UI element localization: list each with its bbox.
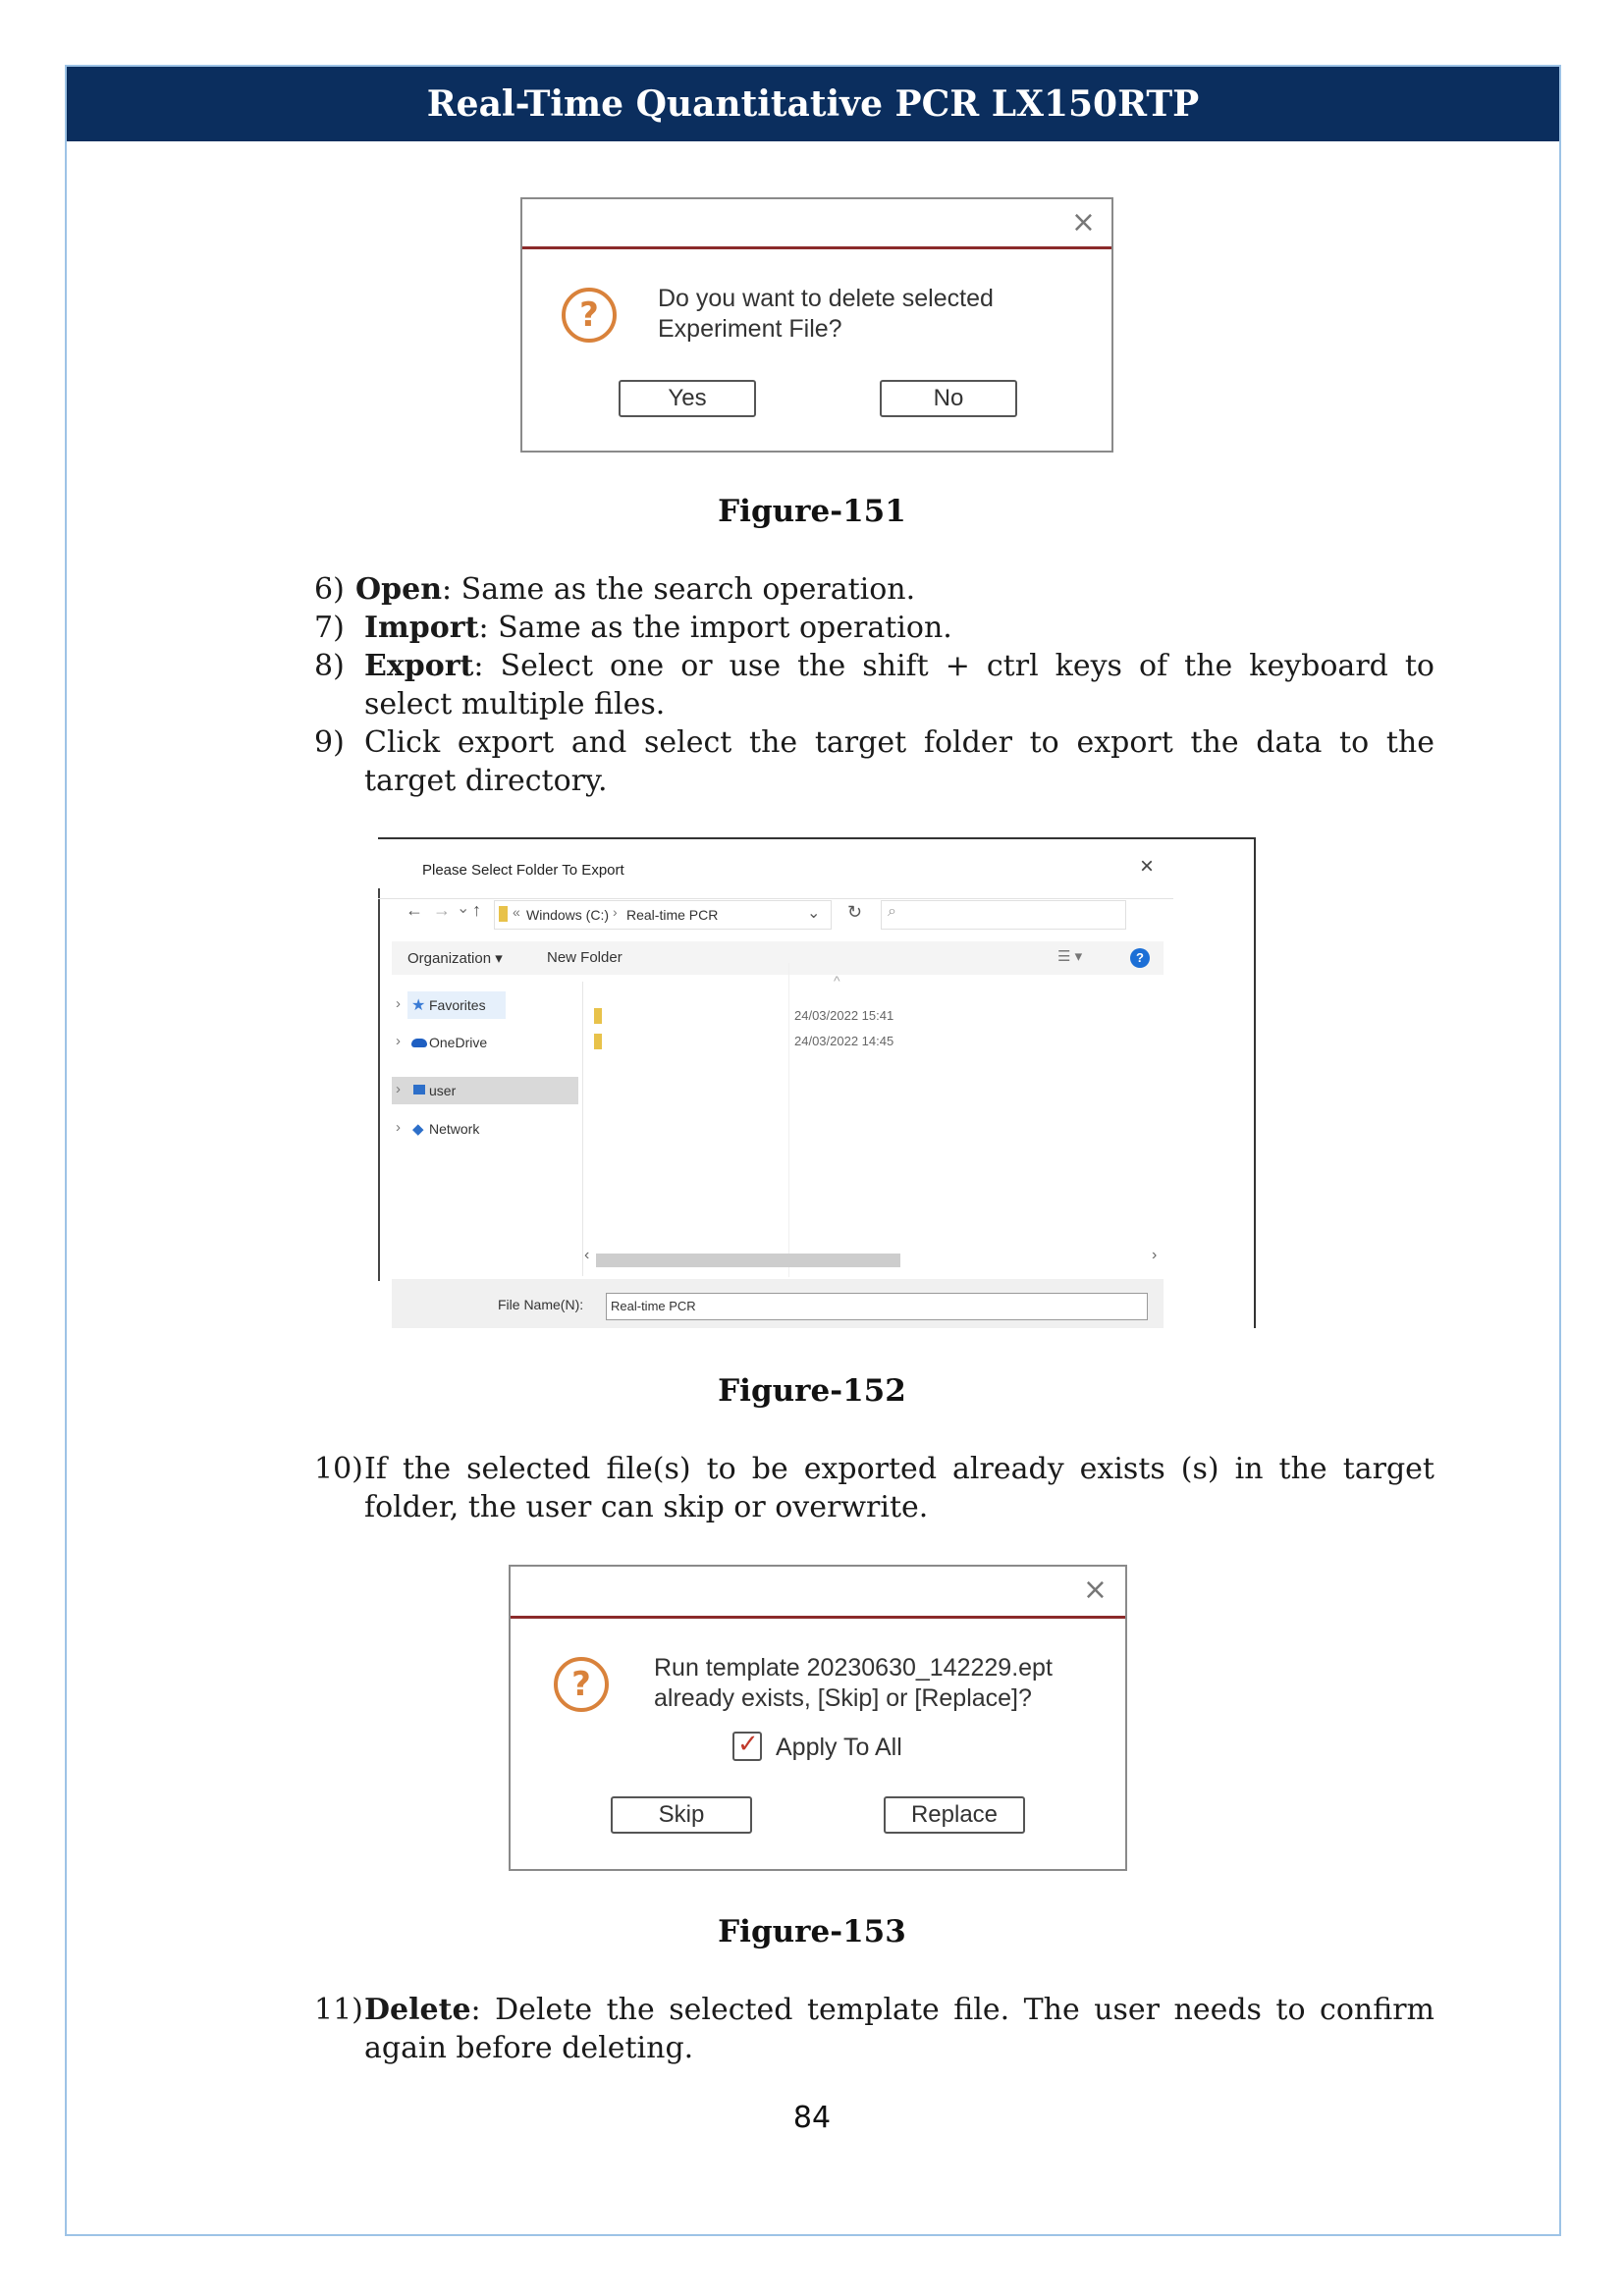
forward-button[interactable]: → bbox=[433, 900, 451, 920]
dialog-message bbox=[658, 284, 994, 345]
tree-item-onedrive[interactable] bbox=[392, 1029, 578, 1056]
item-text: : Same as the import operation. bbox=[478, 611, 952, 645]
scroll-left-button[interactable]: ‹ bbox=[584, 1247, 590, 1263]
no-button[interactable]: No bbox=[880, 380, 1017, 417]
skip-button[interactable]: Skip bbox=[611, 1796, 752, 1834]
search-input[interactable] bbox=[881, 900, 1126, 930]
filename-label: File Name(N): bbox=[498, 1297, 584, 1312]
item-number: 11) bbox=[314, 1993, 363, 2027]
close-icon[interactable]: × bbox=[1140, 853, 1155, 880]
item-number: 10) bbox=[314, 1452, 363, 1486]
tree-item-favorites[interactable] bbox=[392, 991, 578, 1019]
item-text: If the selected file(s) to be exported already exists (s) in the target folder, the user can skip or overwrite. bbox=[364, 1452, 1435, 1524]
window-edge bbox=[378, 888, 380, 1281]
view-options-icon[interactable]: ☰ ▾ bbox=[1057, 948, 1083, 965]
replace-button[interactable]: Replace bbox=[884, 1796, 1025, 1834]
cloud-icon bbox=[411, 1039, 427, 1047]
apply-to-all-checkbox[interactable] bbox=[732, 1732, 762, 1761]
close-icon[interactable]: × bbox=[1070, 205, 1096, 240]
page-header bbox=[67, 67, 1559, 141]
file-date: 24/03/2022 14:45 bbox=[794, 1034, 894, 1048]
recent-locations-button[interactable]: ⌄ bbox=[457, 900, 470, 917]
figure-151-caption: Figure-151 bbox=[718, 494, 906, 529]
message-line-2: Experiment File? bbox=[658, 315, 842, 343]
tree-item-label: OneDrive bbox=[429, 1035, 488, 1050]
message-line-1: Run template 20230630_142229.ept bbox=[654, 1654, 1053, 1682]
dialog-title: Please Select Folder To Export bbox=[422, 862, 624, 879]
path-overflow: « bbox=[513, 904, 520, 920]
up-button[interactable]: ↑ bbox=[472, 900, 481, 920]
refresh-icon[interactable]: ↻ bbox=[847, 902, 863, 922]
file-date: 24/03/2022 15:41 bbox=[794, 1008, 894, 1023]
list-item bbox=[314, 1450, 1443, 1528]
command-bar bbox=[392, 941, 1164, 975]
scroll-right-button[interactable]: › bbox=[1152, 1247, 1158, 1263]
new-folder-button[interactable]: New Folder bbox=[547, 949, 623, 966]
checkmark-icon: ✓ bbox=[737, 1730, 759, 1759]
tree-item-user[interactable] bbox=[392, 1077, 578, 1104]
item-text: : Select one or use the shift + ctrl keys of the keyboard to select multiple files. bbox=[364, 649, 1435, 721]
item-keyword: Export bbox=[364, 649, 474, 683]
overwrite-dialog bbox=[509, 1565, 1127, 1871]
tree-item-label: Network bbox=[429, 1121, 480, 1137]
item-number: 9) bbox=[314, 725, 345, 760]
figure-153-caption: Figure-153 bbox=[718, 1914, 906, 1949]
address-bar[interactable] bbox=[494, 900, 832, 930]
chevron-right-icon[interactable]: › bbox=[396, 1119, 401, 1136]
question-icon: ? bbox=[554, 1657, 609, 1712]
search-icon: ⌕ bbox=[888, 903, 896, 920]
page-number: 84 bbox=[792, 2101, 832, 2135]
yes-button[interactable]: Yes bbox=[619, 380, 756, 417]
tree-item-label: Favorites bbox=[429, 997, 486, 1013]
folder-icon bbox=[594, 1034, 602, 1049]
sort-caret-icon[interactable]: ^ bbox=[834, 973, 840, 988]
user-folder-icon bbox=[413, 1085, 425, 1095]
item-keyword: Open bbox=[355, 572, 443, 607]
list-item bbox=[314, 1991, 1443, 2069]
item-text: : Delete the selected template file. The user needs to confirm again before deleting. bbox=[364, 1993, 1435, 2065]
chevron-right-icon[interactable]: › bbox=[396, 1033, 401, 1049]
item-text: Click export and select the target folder to export the data to the target directory. bbox=[364, 725, 1435, 798]
chevron-right-icon[interactable]: › bbox=[396, 1081, 401, 1097]
message-line-1: Do you want to delete selected bbox=[658, 285, 994, 312]
close-icon[interactable]: × bbox=[1082, 1573, 1108, 1607]
question-icon: ? bbox=[562, 288, 617, 343]
dialog-accent-line bbox=[511, 1616, 1125, 1619]
back-button[interactable]: ← bbox=[406, 900, 423, 920]
item-text: : Same as the search operation. bbox=[442, 572, 916, 607]
message-line-2: already exists, [Skip] or [Replace]? bbox=[654, 1684, 1032, 1712]
organization-menu[interactable]: Organization ▾ bbox=[407, 950, 503, 967]
item-keyword: Import bbox=[364, 611, 479, 645]
item-number: 6) bbox=[314, 572, 345, 607]
path-drive[interactable]: Windows (C:) bbox=[526, 907, 610, 923]
list-item bbox=[314, 570, 916, 609]
item-number: 8) bbox=[314, 649, 345, 683]
filename-value[interactable]: Real-time PCR bbox=[611, 1299, 696, 1313]
file-row[interactable] bbox=[584, 1032, 1164, 1061]
instruction-list bbox=[314, 570, 1443, 806]
dialog-accent-line bbox=[522, 246, 1111, 249]
pane-divider[interactable] bbox=[582, 982, 583, 1276]
help-icon[interactable]: ? bbox=[1130, 948, 1150, 968]
chevron-right-icon[interactable]: › bbox=[396, 995, 401, 1012]
folder-icon bbox=[594, 1008, 602, 1024]
dialog-message bbox=[654, 1653, 1053, 1714]
horizontal-scrollbar-thumb[interactable] bbox=[596, 1254, 900, 1267]
folder-icon bbox=[499, 906, 508, 922]
item-number: 7) bbox=[314, 611, 345, 645]
item-keyword: Delete bbox=[364, 1993, 471, 2027]
star-icon: ★ bbox=[411, 997, 426, 1014]
path-separator: › bbox=[613, 904, 618, 920]
chevron-down-icon[interactable]: ⌄ bbox=[807, 905, 821, 922]
folder-select-dialog bbox=[378, 837, 1256, 1328]
figure-152-caption: Figure-152 bbox=[718, 1373, 906, 1409]
tree-item-label: user bbox=[429, 1083, 457, 1098]
filename-input[interactable] bbox=[606, 1293, 1148, 1320]
navigation-pane bbox=[392, 982, 578, 1276]
path-folder[interactable]: Real-time PCR bbox=[626, 907, 719, 923]
network-icon: ◆ bbox=[412, 1121, 424, 1138]
header-title: Real-Time Quantitative PCR LX150RTP bbox=[426, 83, 1200, 125]
delete-confirm-dialog bbox=[520, 197, 1113, 453]
tree-item-network[interactable] bbox=[392, 1115, 578, 1143]
checkbox-label: Apply To All bbox=[776, 1734, 902, 1761]
